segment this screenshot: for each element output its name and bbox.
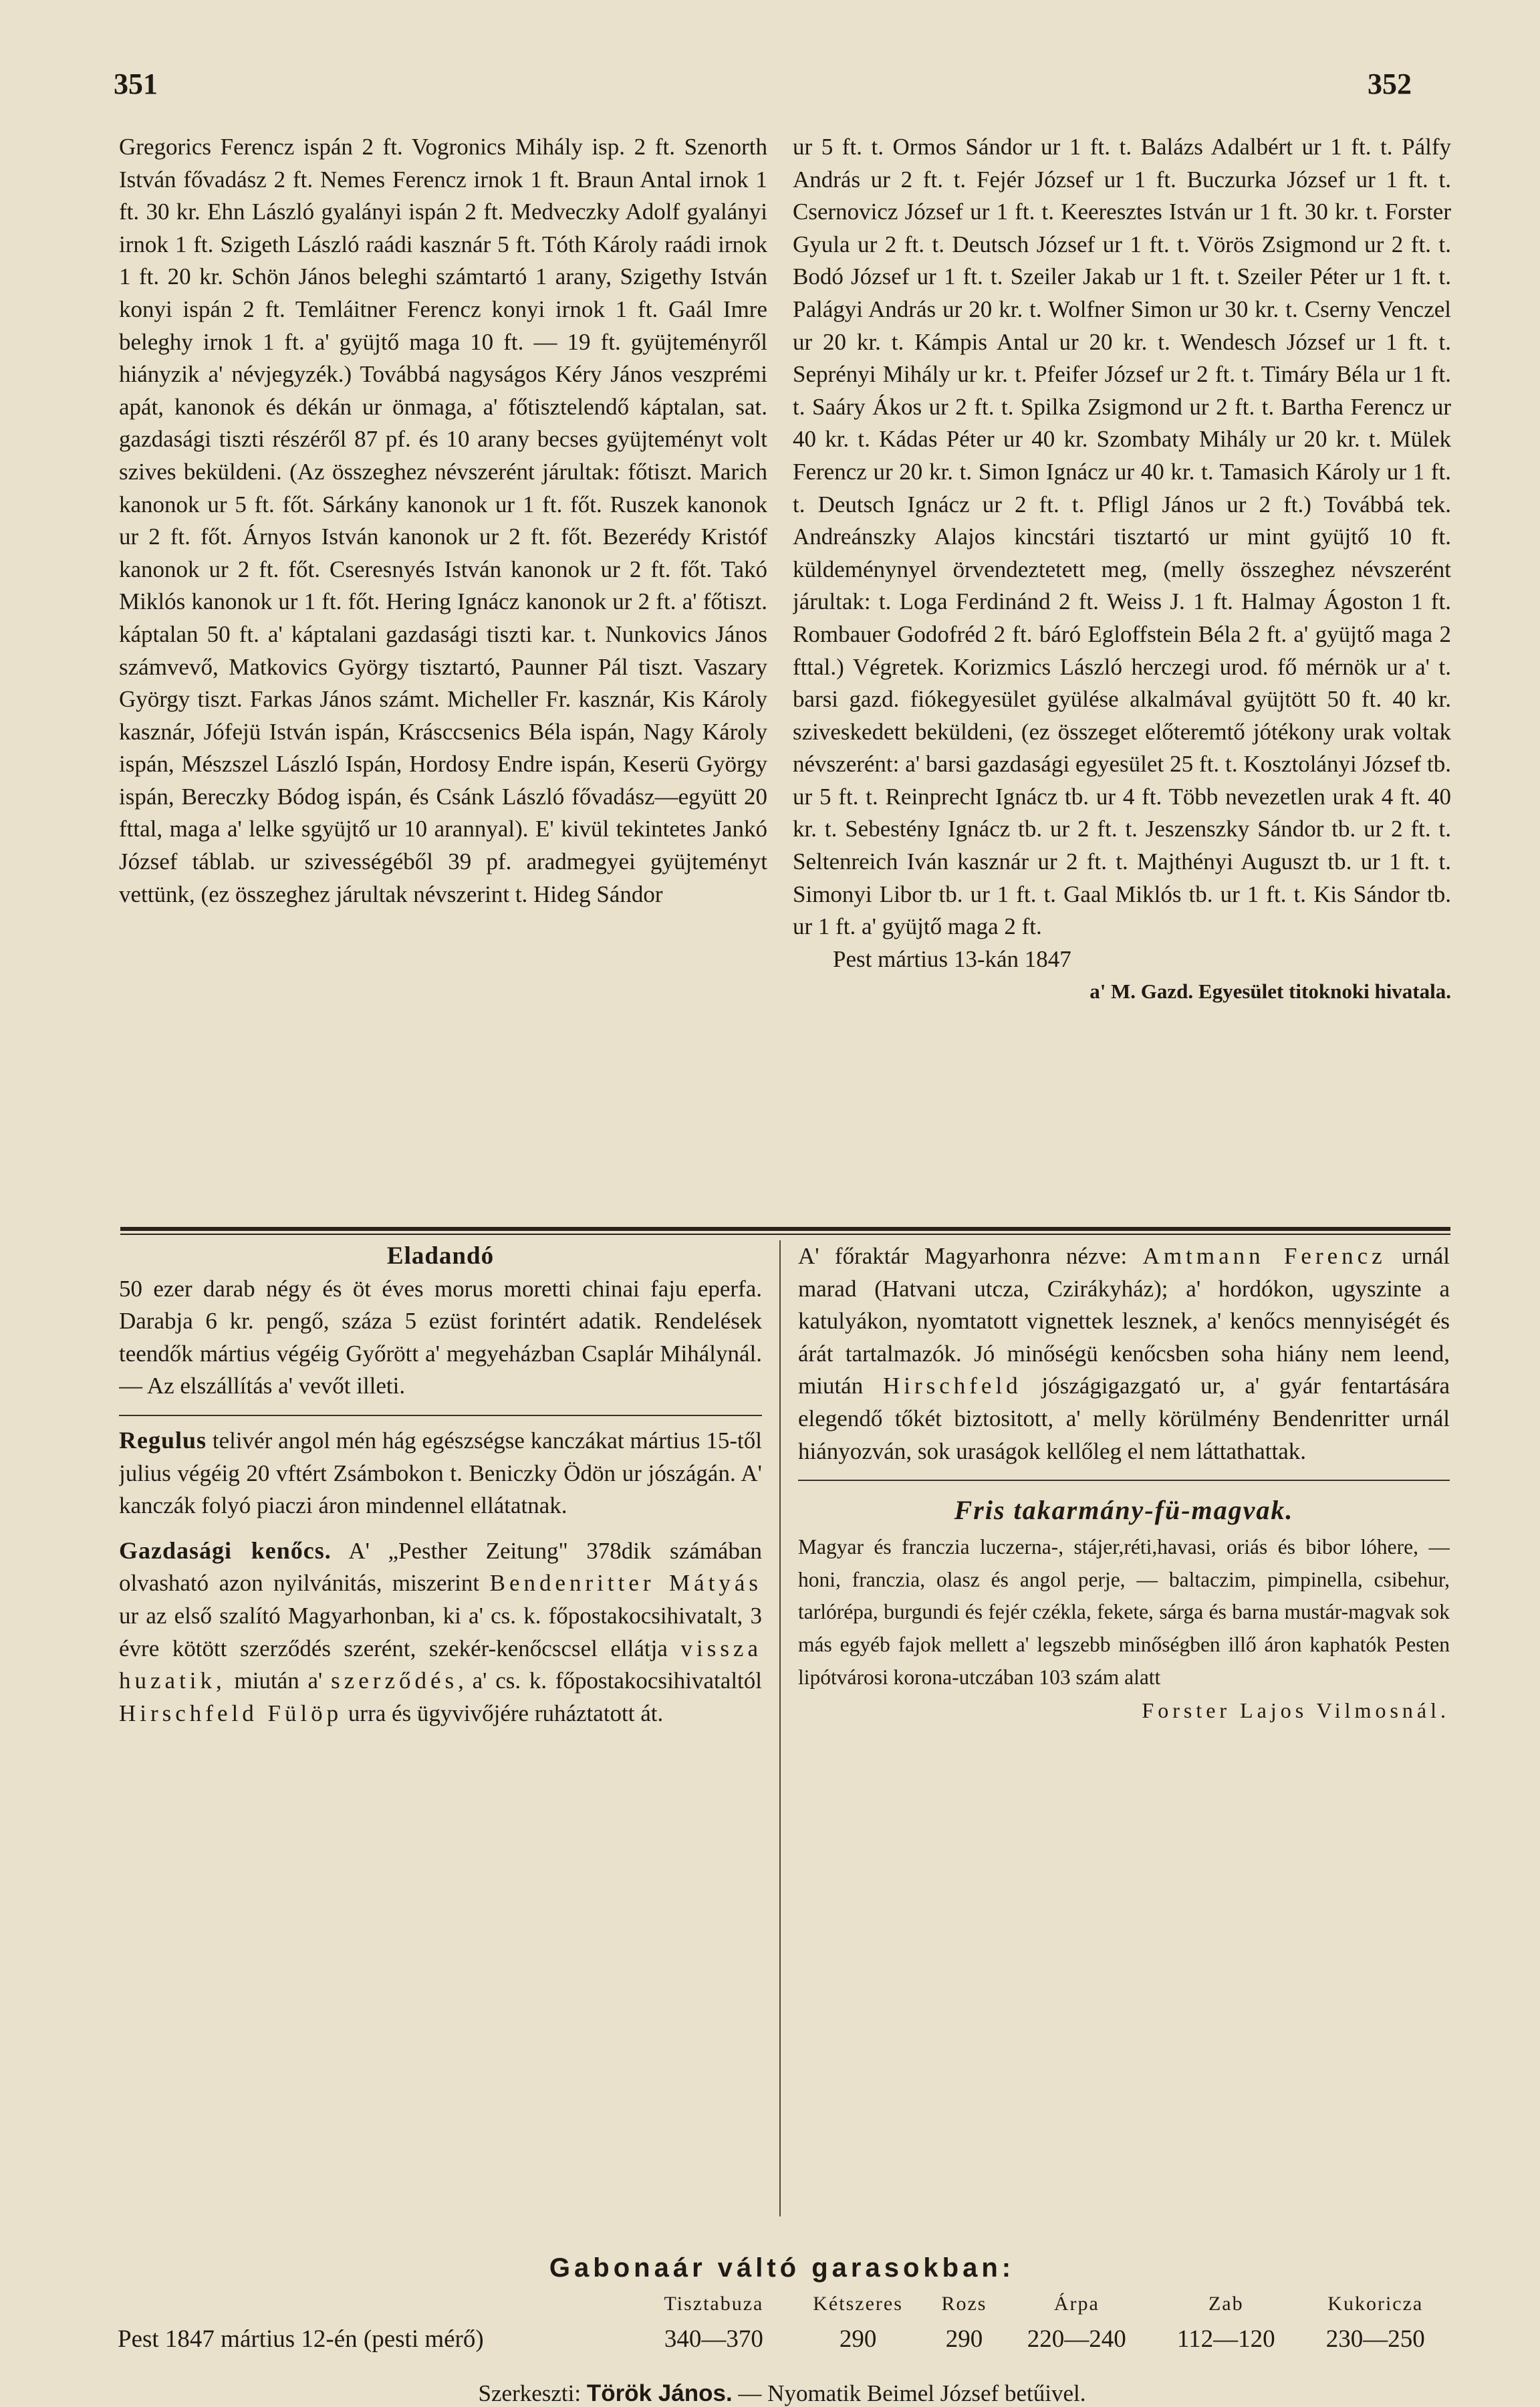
grain-table (114, 2293, 1450, 2354)
grain-price-table (114, 2253, 1450, 2354)
society-signature: a' M. Gazd. Egyesület titoknoki hivatala. (1089, 980, 1451, 1004)
ad-foraktar (798, 1240, 1450, 1468)
grain-row-label: Pest 1847 mártius 12-én (pesti mérő) (118, 2325, 484, 2353)
ad-kenocs-name: Bendenritter Mátyás (489, 1570, 762, 1597)
ad-separator (119, 1415, 762, 1416)
donor-list-paragraph: Gregorics Ferencz ispán 2 ft. Vogronics Mihály isp. 2 ft. Szenorth István fővadász 2 ft. Nemes Ferencz irnok 1 ft. Braun Antal irnok 1 ft. 30 kr. Ehn László gyalányi ispán 2 ft. Medveczky Adolf gyalányi irnok 1 ft. Szigeth László raádi kasznár 5 ft. Tóth Károly raádi irnok 1 ft. 20 kr. Schön János beleghi számtartó 1 arany, Szigethy István konyi ispán 2 ft. Temláitner Ferencz konyi irnok 1 ft. Gaál Imre beleghy irnok 1 ft. a' gyüjtő maga 10 ft. — 19 ft. gyüjteményről hiányzik a' névjegyzék.) Továbbá nagyságos Kéry János veszprémi apát, kanonok és dékán ur önmaga, a' főtisztelendő káptalan, sat. gazdasági tiszti részéről 87 pf. és 10 arany becses gyüjteményt volt szives beküldeni. (Az összeghez névszerént járultak: főtiszt. Marich kanonok ur 5 ft. főt. Sárkány kanonok ur 1 ft. főt. Ruszek kanonok ur 2 ft. főt. Árnyos István kanonok ur 2 ft. főt. Bezerédy Kristóf kanonok ur 2 ft. főt. Cseresnyés István kanonok ur 2 ft. főt. Takó Miklós kanonok ur 1 ft. főt. Hering Ignácz kanonok ur 2 ft. a' főtiszt. káptalan 50 ft. a' káptalani gazdasági tiszti kar. t. Nunkovics János számvevő, Matkovics György tisztartó, Paunner Pál tiszt. Vaszary György tiszt. Farkas János számt. Micheller Fr. kasznár, Kis Károly kasznár, Jófejü István ispán, Krásccsenics Béla ispán, Nagy Károly ispán, Mészszel László Ispán, Hordosy Endre ispán, Keserü György ispán, Bereczky Bódog ispán, és Csánk László fővadász—együtt 20 fttal, maga a' lelke sgyüjtő ur 10 arannyal). E' kivül tekintetes Jankó József táblab. ur szivességéből 39 pf. aradmegyei gyüjteményt vettünk, (ez összeghez járultak névszerint t. Hideg Sándor (119, 134, 767, 907)
grain-column-header: Rozs (941, 2293, 987, 2315)
ad-kenocs-spaced-text: szerződés (331, 1668, 459, 1694)
ad-kenocs-name: Hirschfeld Fülöp (119, 1700, 343, 1726)
ad-regulus-text: telivér angol mén hág egészségse kanczákat mártius 15-től julius végéig 20 vftért Zsámbokon t. Beniczky Ödön ur jószágán. A' kanczák folyó piaczi áron mindennel ellátatnak. (119, 1427, 762, 1519)
grain-price-cell: 230—250 (1325, 2325, 1425, 2353)
ad-kenocs-text: , a' cs. k. főpostakocsihivataltól (458, 1668, 762, 1694)
donor-list-left-column (119, 131, 767, 1221)
dateline: Pest mártius 13-kán 1847 (833, 945, 1071, 972)
ad-kenocs-spaced-text: vissza huzatik, (119, 1635, 762, 1694)
grain-price-cell: 290 (839, 2325, 877, 2353)
ad-foraktar-name: Amtmann Ferencz (1142, 1243, 1386, 1269)
ad-separator (798, 1480, 1450, 1481)
ad-seeds-title: Fris takarmány-fü-magvak. (954, 1495, 1294, 1526)
grain-price-cell: 112—120 (1176, 2325, 1275, 2353)
ad-kenocs-text: A' „Pesther Zeitung" 378dik számában olvasható azon nyilvánitás, miszerint (119, 1537, 762, 1597)
advertisements-left (119, 1240, 762, 2230)
ad-regulus (119, 1424, 762, 1522)
grain-price-cell: 340—370 (664, 2325, 763, 2353)
grain-column-header: Kétszeres (813, 2293, 903, 2315)
ad-foraktar-text: jószágigazgató ur, a' gyár fentartására elegendő tőkét biztositott, a' melly körülmény Bendenritter urnál hiányozván, sok uraságok kellőleg el nem láttathattak. (798, 1373, 1450, 1464)
ad-kenocs-text: ur az első szalító Magyarhonban, ki a' cs. k. főpostakocsihivatalt, 3 évre kötött szerződés szerént, szekér-kenőcscsel ellátja (119, 1602, 762, 1661)
table-row (114, 2315, 1450, 2354)
section-divider-thin (120, 1234, 1450, 1235)
grain-column-header: Árpa (1053, 2293, 1100, 2315)
grain-price-cell: 290 (945, 2325, 983, 2353)
grain-column-header: Zab (1208, 2293, 1244, 2315)
grain-column-header (114, 2293, 638, 2315)
ad-eladando-title: Eladandó (386, 1242, 495, 1270)
ad-eladando (119, 1240, 762, 1403)
ad-kenocs-text: urra és ügyvivőjére ruháztatott át. (348, 1700, 664, 1726)
ad-kenocs-title: Gazdasági kenőcs. (119, 1536, 332, 1564)
editor-name: Török János. (586, 2380, 733, 2406)
page-number-left: 351 (114, 68, 158, 100)
grain-price-cell: 220—240 (1027, 2325, 1126, 2353)
grain-column-header: Tisztabuza (664, 2293, 764, 2315)
grain-column-header: Kukoricza (1327, 2293, 1424, 2315)
editor-prefix: Szerkeszti: (478, 2380, 582, 2406)
ad-foraktar-text: urnál marad (Hatvani utcza, Czirákyház); a' hordókon, ugyszinte a katulyákon, nyomtatott vignettek lesznek, a' kenőcs mennyiségét és árát tartalmazók. Jó minőségü kenőcsben soha hiány nem leend, miután (798, 1243, 1450, 1399)
section-divider-thick (120, 1227, 1450, 1231)
ad-foraktar-text: A' főraktár Magyarhonra nézve: (798, 1243, 1128, 1269)
advertisements-right (798, 1240, 1450, 2176)
ad-eladando-text: 50 ezer darab négy és öt éves morus moretti chinai faju eperfa. Darabja 6 kr. pengő, száza 5 ezüst forintért adatik. Rendelések teendők mártius végéig Győrött a' megyeházban Csaplár Mihálynál.— Az elszállítás a' vevőt illeti. (119, 1275, 762, 1399)
ad-foraktar-name: Hirschfeld (882, 1373, 1022, 1399)
editor-line (114, 2380, 1450, 2407)
grain-table-header-row (114, 2293, 1450, 2315)
ad-kenocs (119, 1534, 762, 1730)
ad-seeds-signature: Forster Lajos Vilmosnál. (1142, 1698, 1450, 1722)
page-number-right: 352 (1368, 68, 1412, 100)
column-separator (779, 1240, 781, 2216)
grain-price-title: Gabonaár váltó garasokban: (549, 2253, 1015, 2283)
ad-kenocs-text: miután a' (234, 1668, 323, 1694)
ad-seeds-text: Magyar és franczia luczerna-, stájer,réti,havasi, oriás és bibor lóhere, — honi, franczia, olasz és angol perje, — baltaczim, pimpinella, csibehur, tarlórépa, burgundi és fejér czékla, fekete, sárga és barna mustár-magvak sok más egyéb fajok mellett a' legszebb minőségben illő áron kaphatók Pesten lipótvárosi korona-utczában 103 szám alatt (798, 1534, 1450, 1689)
printer-credit: — Nyomatik Beimel József betűivel. (738, 2380, 1086, 2406)
donor-list-right-column (793, 131, 1451, 1201)
donor-list-paragraph: ur 5 ft. t. Ormos Sándor ur 1 ft. t. Balázs Adalbért ur 1 ft. t. Pálfy András ur 2 ft. t. Fejér József ur 1 ft. Buczurka József ur 1 ft. t. Csernovicz József ur 1 ft. t. Keeresztes István ur 1 ft. 30 kr. t. Forster Gyula ur 2 ft. t. Deutsch József ur 1 ft. t. Vörös Zsigmond ur 2 ft. t. Bodó József ur 1 ft. t. Szeiler Jakab ur 1 ft. t. Szeiler Péter ur 1 ft. t. Palágyi András ur 20 kr. t. Wolfner Simon ur 30 kr. t. Cserny Venczel ur 20 kr. t. Kámpis Antal ur 20 kr. t. Wendesch József ur 1 ft. t. Seprényi Mihály ur kr. t. Pfeifer József ur 2 ft. t. Timáry Béla ur 1 ft. t. Saáry Ákos ur 2 ft. t. Spilka Zsigmond ur 2 ft. t. Bartha Ferencz ur 40 kr. t. Kádas Péter ur 40 kr. Szombaty Mihály ur 20 kr. t. Mülek Ferencz ur 20 kr. t. Simon Ignácz ur 40 kr. t. Tamasich Károly ur 1 ft. t. Deutsch Ignácz ur 2 ft. t. Pfligl János ur 2 ft.) Továbbá tek. Andreánszky Alajos kincstári tisztartó ur mint gyüjtő 10 ft. küldeménynyel örvendeztetett meg, (melly összeghez névszerént járultak: t. Loga Ferdinánd 2 ft. Weiss J. 1 ft. Halmay Ágoston 1 ft. Rombauer Godofréd 2 ft. báró Egloffstein Béla 2 ft. a' gyüjtő maga 2 fttal.) Végretek. Korizmics László herczegi urod. fő mérnök ur a' t. barsi gazd. fiókegyesület gyülése alkalmával gyüjtött 50 ft. 40 kr. sziveskedett beküldeni, (ez összeget előteremtő jótékony urak voltak névszerént: a' barsi gazdasági egyesület 25 ft. t. Kosztolányi József tb. ur 5 ft. t. Reinprecht Ignácz tb. ur 4 ft. Több nevezetlen urak 4 ft. 40 kr. t. Sebestény Ignácz tb. ur 2 ft. t. Jeszenszky Sándor tb. ur 2 ft. t. Seltenreich Iván kasznár ur 2 ft. t. Majthényi Auguszt tb. ur 1 ft. t. Simonyi Libor tb. ur 1 ft. t. Gaal Miklós tb. ur 1 ft. t. Kis Sándor tb. ur 1 ft. a' gyüjtő maga 2 ft. (793, 134, 1451, 940)
ad-seeds (798, 1494, 1450, 1726)
ad-regulus-title: Regulus (119, 1426, 207, 1454)
